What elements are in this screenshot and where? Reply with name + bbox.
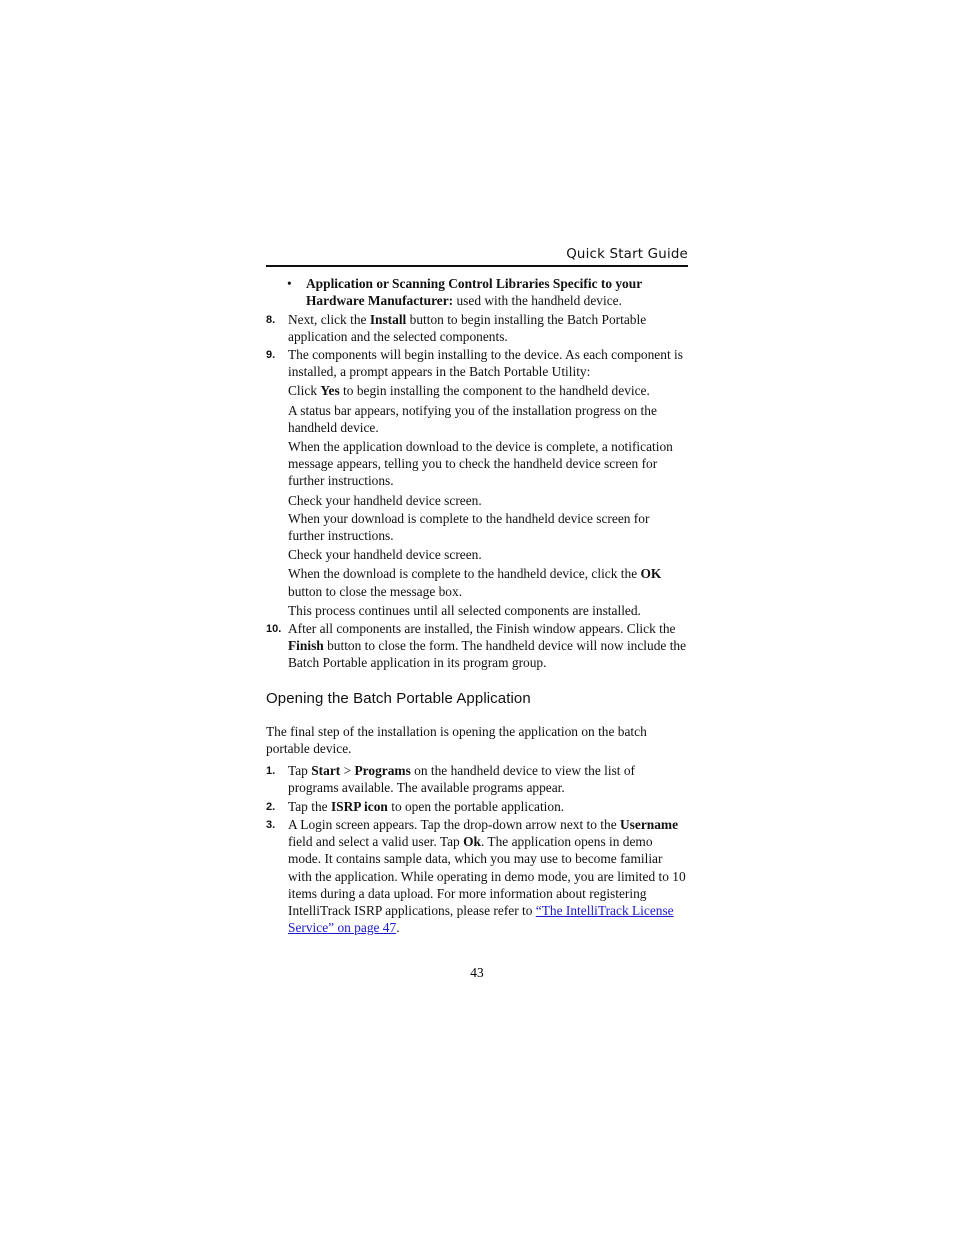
para-text: Click	[288, 383, 321, 399]
bullet-bold: Application or Scanning Control Libraries Specific to your Hardware Manufacturer:	[306, 276, 642, 309]
step-para: A status bar appears, notifying you of the installation progress on the handheld device.	[288, 402, 657, 435]
open-step-3	[266, 816, 688, 936]
step-text: >	[340, 763, 355, 779]
step-para: Check your handheld device screen.	[288, 492, 482, 508]
finish-term: Finish	[288, 638, 324, 654]
step-text: Tap the	[288, 798, 331, 814]
running-header: Quick Start Guide	[566, 247, 688, 262]
step-number: 1.	[266, 765, 276, 778]
step-text: on the handheld device to view the list of programs available. The available programs appear.	[288, 763, 636, 796]
step-text: The components will begin installing to the device. As each component is installed, a prompt appears in the Batch Portable Utility:	[288, 347, 683, 380]
step-text: button to begin installing the Batch Portable application and the selected components.	[288, 311, 647, 344]
step-text: button to close the form. The handheld device will now include the Batch Portable application in its program group.	[288, 638, 687, 671]
bullet-text: used with the handheld device.	[453, 293, 622, 309]
isrp-icon-term: ISRP icon	[330, 798, 388, 814]
step-text: to open the portable application.	[387, 798, 565, 814]
install-term: Install	[369, 311, 407, 327]
step-8	[266, 311, 688, 345]
step-text: . The application opens in demo mode. It contains sample data, which you may use to become familiar with the application. While operating in demo mode, you are limited to 10 items during a data upload. For more information about registering IntelliTrack ISRP applications, please refer to	[288, 834, 686, 918]
step-text: A Login screen appears. Tap the drop-down arrow next to the	[288, 816, 620, 832]
start-term: Start	[311, 763, 341, 779]
para-text: When the download is complete to the handheld device, click the	[288, 566, 641, 582]
step-para: Check your handheld device screen.	[288, 547, 482, 563]
step-para: When the application download to the device is complete, a notification message appears, telling you to check the handheld device screen for further instructions.	[288, 439, 673, 489]
page-content	[266, 246, 688, 936]
section-intro: The final step of the installation is opening the application on the batch portable device.	[266, 723, 647, 757]
step-number: 2.	[266, 800, 276, 813]
step-para: This process continues until all selected components are installed.	[288, 602, 641, 618]
step-text: Next, click the	[288, 311, 370, 327]
page-number: 43	[470, 965, 484, 980]
open-step-1	[266, 762, 688, 796]
step-number: 8.	[266, 313, 276, 326]
step-text: After all components are installed, the Finish window appears. Click the	[288, 621, 676, 637]
step-number: 10.	[266, 623, 282, 636]
para-text: to begin installing the component to the handheld device.	[339, 383, 650, 399]
ok-term: OK	[640, 566, 662, 582]
open-step-2	[266, 798, 688, 815]
bullet-item	[266, 275, 688, 309]
step-10	[266, 620, 688, 672]
section-heading: Opening the Batch Portable Application	[266, 689, 531, 707]
ok-term: Ok	[463, 834, 481, 850]
license-service-link[interactable]: “The IntelliTrack License Service” on page 47	[288, 902, 674, 936]
step-text: Tap	[288, 763, 312, 779]
username-term: Username	[620, 816, 679, 832]
programs-term: Programs	[354, 763, 411, 779]
step-para	[288, 565, 688, 599]
step-para: When your download is complete to the handheld device screen for further instructions.	[288, 510, 650, 544]
step-text: field and select a valid user. Tap	[288, 834, 464, 850]
step-text: .	[396, 920, 400, 936]
step-number: 3.	[266, 818, 276, 831]
header-rule	[266, 265, 688, 267]
step-number: 9.	[266, 349, 276, 362]
para-text: button to close the message box.	[288, 583, 463, 599]
yes-term: Yes	[320, 383, 340, 399]
step-para	[288, 382, 688, 399]
step-9	[266, 346, 688, 619]
bullet-icon: •	[287, 276, 292, 292]
